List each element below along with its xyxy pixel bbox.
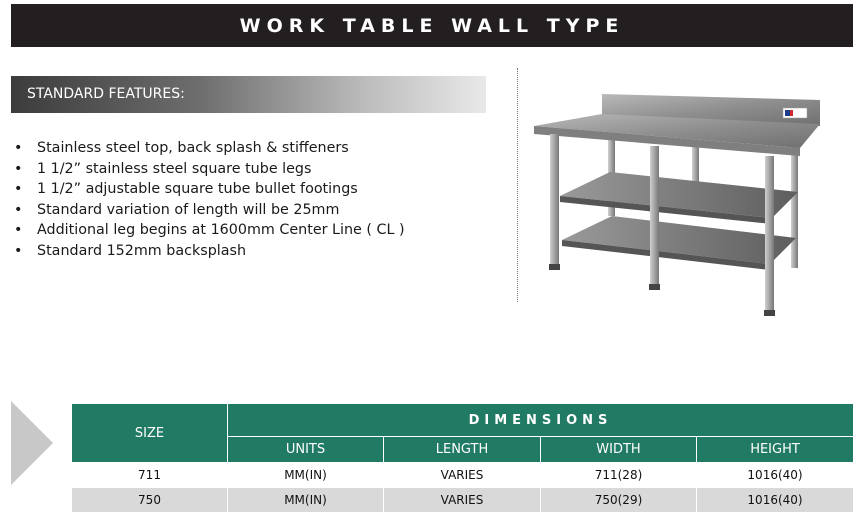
dimensions-table bbox=[71, 403, 854, 513]
size-header: SIZE bbox=[72, 404, 228, 463]
column-header: WIDTH bbox=[541, 437, 697, 463]
features-header bbox=[11, 76, 486, 113]
features-header-label: STANDARD FEATURES: bbox=[27, 86, 185, 102]
title-bar bbox=[11, 4, 853, 47]
feature-text: 1 1/2” stainless steel square tube legs bbox=[37, 160, 312, 177]
table-cell: 1016(40) bbox=[697, 463, 854, 488]
feature-item bbox=[12, 200, 405, 221]
feature-item bbox=[12, 179, 405, 200]
dotted-divider bbox=[517, 68, 518, 302]
table-cell: 1016(40) bbox=[697, 488, 854, 513]
column-header: HEIGHT bbox=[697, 437, 854, 463]
page-title: WORK TABLE WALL TYPE bbox=[239, 14, 625, 37]
feature-text: Additional leg begins at 1600mm Center Line ( CL ) bbox=[37, 222, 405, 239]
bullet-icon: • bbox=[14, 140, 23, 156]
feature-text: Standard variation of length will be 25mm bbox=[37, 201, 340, 218]
feature-item bbox=[12, 159, 405, 180]
dimensions-header: DIMENSIONS bbox=[228, 404, 854, 437]
table-row bbox=[72, 463, 854, 488]
bullet-icon: • bbox=[14, 160, 23, 177]
table-cell: 711(28) bbox=[541, 463, 697, 488]
table-cell: MM(IN) bbox=[228, 488, 384, 513]
work-table-image bbox=[528, 88, 828, 320]
bullet-icon: • bbox=[14, 242, 23, 259]
table-cell: VARIES bbox=[384, 488, 541, 513]
table-cell: 711 bbox=[72, 463, 228, 488]
table-cell: VARIES bbox=[384, 463, 541, 488]
feature-text: 1 1/2” adjustable square tube bullet footings bbox=[37, 181, 358, 198]
column-header: UNITS bbox=[228, 437, 384, 463]
features-list bbox=[12, 138, 405, 262]
bullet-icon: • bbox=[14, 201, 23, 218]
arrow-icon bbox=[11, 401, 55, 485]
feature-item bbox=[12, 241, 405, 262]
feature-text: Stainless steel top, back splash & stiffeners bbox=[37, 140, 349, 156]
bullet-icon: • bbox=[14, 222, 23, 239]
feature-item bbox=[12, 220, 405, 241]
feature-item bbox=[12, 138, 405, 159]
table-row bbox=[72, 488, 854, 513]
feature-text: Standard 152mm backsplash bbox=[37, 242, 247, 259]
table-cell: MM(IN) bbox=[228, 463, 384, 488]
bullet-icon: • bbox=[14, 181, 23, 198]
column-header: LENGTH bbox=[384, 437, 541, 463]
table-cell: 750 bbox=[72, 488, 228, 513]
table-cell: 750(29) bbox=[541, 488, 697, 513]
